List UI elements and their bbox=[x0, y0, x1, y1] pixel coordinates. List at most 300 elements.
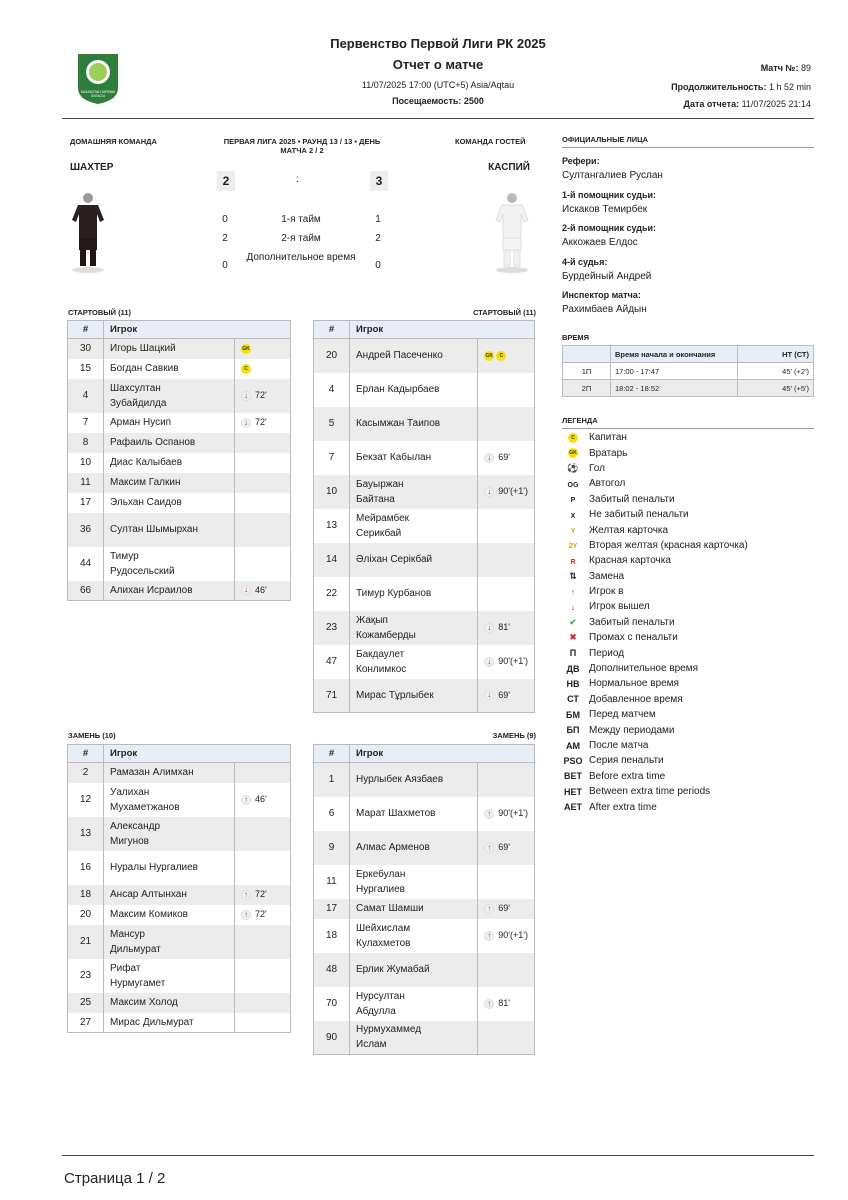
player-events bbox=[478, 339, 535, 373]
legend-abbr: ДВ bbox=[566, 663, 580, 674]
legend-item bbox=[562, 692, 814, 707]
legend-text: Вратарь bbox=[589, 447, 628, 459]
player-events bbox=[235, 473, 291, 493]
page-number: Страница 1 / 2 bbox=[64, 1170, 166, 1187]
player-events bbox=[478, 831, 535, 865]
player-name: Рамазан Алимхан bbox=[110, 767, 194, 779]
table-row bbox=[68, 851, 291, 885]
player-events bbox=[478, 1021, 535, 1055]
player-number: 18 bbox=[314, 919, 350, 953]
report-date: Дата отчета: 11/07/2025 21:14 bbox=[683, 99, 811, 109]
player-name: Марат Шахметов bbox=[356, 808, 436, 819]
player-name: Мейрамбек Серикбай bbox=[356, 512, 410, 539]
col-player: Игрок bbox=[104, 321, 291, 339]
player-number: 44 bbox=[68, 547, 104, 581]
player-name-cell bbox=[104, 993, 235, 1013]
player-out-icon: ↓ bbox=[484, 657, 494, 667]
player-name-cell bbox=[350, 1021, 478, 1055]
away-starting-table bbox=[313, 320, 535, 713]
time-col-ht: НТ (СТ) bbox=[738, 346, 814, 363]
player-number: 22 bbox=[314, 577, 350, 611]
legend-text: Забитый пенальти bbox=[589, 493, 675, 505]
legend-text: Гол bbox=[589, 462, 605, 474]
table-header bbox=[314, 745, 535, 763]
table-header bbox=[314, 321, 535, 339]
legend-item bbox=[562, 784, 814, 799]
penalty-missed-icon: X bbox=[570, 512, 576, 520]
legend-item bbox=[562, 476, 814, 491]
player-name-cell bbox=[104, 493, 235, 513]
player-events bbox=[235, 547, 291, 581]
player-number: 12 bbox=[68, 783, 104, 817]
player-number: 10 bbox=[314, 475, 350, 509]
col-number: # bbox=[314, 745, 350, 763]
substitution-minute: 69' bbox=[498, 689, 511, 700]
player-in-icon: ↑ bbox=[241, 910, 251, 920]
legend-text: Between extra time periods bbox=[589, 786, 711, 798]
legend-item bbox=[562, 722, 814, 737]
player-number: 7 bbox=[314, 441, 350, 475]
player-name-cell bbox=[350, 953, 478, 987]
player-events bbox=[235, 885, 291, 905]
player-name: Нуралы Нургалиев bbox=[110, 862, 198, 873]
table-row bbox=[68, 513, 291, 547]
player-name-cell bbox=[104, 379, 235, 413]
player-name-cell bbox=[104, 581, 235, 601]
col-player: Игрок bbox=[104, 745, 291, 763]
player-name: Касымжан Таипов bbox=[356, 418, 441, 429]
player-events bbox=[478, 475, 535, 509]
table-row bbox=[68, 473, 291, 493]
table-row bbox=[68, 905, 291, 925]
player-name-cell bbox=[104, 359, 235, 379]
player-name-cell bbox=[350, 831, 478, 865]
table-row bbox=[68, 413, 291, 433]
table-row bbox=[68, 581, 291, 601]
away-starting-table-wrap bbox=[313, 320, 535, 713]
officials-list bbox=[562, 154, 814, 322]
own-goal-icon: OG bbox=[567, 481, 579, 489]
player-events bbox=[478, 509, 535, 543]
round-info: ПЕРВАЯ ЛИГА 2025 • РАУНД 13 / 13 • ДЕНЬ МАТЧА 2 / 2 bbox=[223, 137, 381, 155]
player-name: Эльхан Саидов bbox=[110, 497, 182, 508]
legend-text: Добавленное время bbox=[589, 693, 683, 705]
player-number: 13 bbox=[68, 817, 104, 851]
table-row bbox=[68, 783, 291, 817]
player-number: 4 bbox=[314, 373, 350, 407]
official-name: Искаков Темирбек bbox=[562, 203, 648, 215]
player-events bbox=[235, 993, 291, 1013]
player-number: 30 bbox=[68, 339, 104, 359]
goal-icon: ⚽ bbox=[567, 462, 579, 473]
legend-text: Вторая желтая (красная карточка) bbox=[589, 539, 748, 551]
player-name: Рафаиль Оспанов bbox=[110, 437, 196, 448]
table-row bbox=[68, 339, 291, 359]
legend-text: Между периодами bbox=[589, 724, 675, 736]
period-2-home: 2 bbox=[222, 233, 228, 244]
player-name-cell bbox=[350, 611, 478, 645]
legend-text: Период bbox=[589, 647, 625, 659]
player-events bbox=[235, 493, 291, 513]
substitution-minute: 72' bbox=[255, 889, 267, 899]
legend-list bbox=[562, 430, 814, 815]
player-number: 2 bbox=[68, 763, 104, 783]
player-name: Максим Холод bbox=[110, 997, 178, 1008]
legend-abbr: АМ bbox=[566, 740, 580, 751]
player-number: 5 bbox=[314, 407, 350, 441]
substitution-minute: 90'(+1') bbox=[498, 486, 528, 496]
legend-text: Дополнительное время bbox=[589, 663, 699, 675]
legend-text: Капитан bbox=[589, 432, 627, 444]
player-name: Султан Шымырхан bbox=[110, 524, 199, 535]
legend-text: Промах с пенальти bbox=[589, 632, 678, 644]
player-name: Диас Калыбаев bbox=[110, 457, 183, 468]
player-name: Бекзат Кабылан bbox=[356, 452, 432, 463]
legend-item bbox=[562, 538, 814, 553]
officials-title: ОФИЦИАЛЬНЫЕ ЛИЦА bbox=[562, 135, 649, 144]
legend-item bbox=[562, 569, 814, 584]
player-name: Тимур Рудосельский bbox=[110, 550, 175, 577]
table-row bbox=[314, 475, 535, 509]
home-starting-table bbox=[67, 320, 291, 601]
home-subs-table-wrap bbox=[67, 744, 291, 1033]
player-events bbox=[478, 919, 535, 953]
table-row bbox=[314, 865, 535, 899]
player-name-cell bbox=[104, 473, 235, 493]
player-name: Тимур Курбанов bbox=[356, 588, 432, 599]
player-number: 6 bbox=[314, 797, 350, 831]
official-entry bbox=[562, 221, 814, 255]
player-name: Самат Шамши bbox=[356, 903, 424, 914]
table-row bbox=[314, 919, 535, 953]
official-name: Султангалиев Руслан bbox=[562, 170, 663, 181]
player-number: 36 bbox=[68, 513, 104, 547]
player-events bbox=[478, 865, 535, 899]
table-row bbox=[68, 959, 291, 993]
substitution-minute: 69' bbox=[498, 903, 511, 913]
player-number: 18 bbox=[68, 885, 104, 905]
match-number: Матч №: 89 bbox=[760, 63, 811, 73]
player-name-cell bbox=[350, 407, 478, 441]
away-starting-label: СТАРТОВЫЙ (11) bbox=[472, 308, 536, 317]
table-row bbox=[314, 797, 535, 831]
player-number: 48 bbox=[314, 953, 350, 987]
period-2-label: 2-я тайм bbox=[281, 233, 321, 244]
player-number: 4 bbox=[68, 379, 104, 413]
footer-divider bbox=[62, 1155, 814, 1156]
legend-item bbox=[562, 522, 814, 537]
player-events bbox=[235, 925, 291, 959]
legend-divider bbox=[562, 428, 814, 429]
legend-text: Не забитый пенальти bbox=[589, 509, 689, 521]
player-events bbox=[478, 441, 535, 475]
player-number: 23 bbox=[314, 611, 350, 645]
home-subs-label: ЗАМЕНЬ (10) bbox=[68, 731, 116, 740]
player-events bbox=[478, 645, 535, 679]
player-name: Максим Галкин bbox=[110, 477, 181, 488]
player-out-icon: ↓ bbox=[484, 623, 494, 633]
player-name: Максим Комиков bbox=[110, 909, 188, 920]
player-name: Александр Мигунов bbox=[110, 820, 161, 847]
period-3-away: 0 bbox=[375, 260, 381, 271]
substitution-minute: 72' bbox=[255, 390, 267, 400]
legend-abbr: П bbox=[569, 648, 577, 659]
time-row-1-ht: 45' (+2') bbox=[738, 363, 814, 380]
time-row-1-range: 17:00 - 17:47 bbox=[611, 363, 738, 380]
goalkeeper-icon: GK bbox=[569, 450, 577, 457]
time-table-wrap bbox=[562, 345, 814, 397]
player-out-icon: ↓ bbox=[241, 418, 251, 428]
player-number: 66 bbox=[68, 581, 104, 601]
legend-item bbox=[562, 599, 814, 614]
away-subs-table-wrap bbox=[313, 744, 535, 1055]
player-name-cell bbox=[350, 373, 478, 407]
player-name-cell bbox=[350, 543, 478, 577]
score-separator: : bbox=[296, 174, 299, 185]
substitution-minute: 81' bbox=[498, 622, 511, 632]
legend-item bbox=[562, 584, 814, 599]
legend-text: Автогол bbox=[589, 478, 626, 490]
legend-item bbox=[562, 707, 814, 722]
legend-text: Before extra time bbox=[589, 770, 666, 782]
header-divider bbox=[62, 118, 814, 119]
table-row bbox=[68, 1013, 291, 1033]
player-events bbox=[235, 959, 291, 993]
col-player: Игрок bbox=[350, 745, 535, 763]
player-name: Уалихан Мухаметжанов bbox=[110, 786, 180, 813]
player-number: 13 bbox=[314, 509, 350, 543]
player-number: 8 bbox=[68, 433, 104, 453]
player-events bbox=[235, 453, 291, 473]
player-name: Мирас Тұрлыбек bbox=[356, 689, 434, 701]
player-name: Ансар Алтынхан bbox=[110, 889, 187, 900]
player-in-icon: ↑ bbox=[484, 999, 494, 1009]
player-events bbox=[235, 581, 291, 601]
away-subs-table bbox=[313, 744, 535, 1055]
table-row bbox=[314, 441, 535, 475]
player-number: 70 bbox=[314, 987, 350, 1021]
legend-item bbox=[562, 615, 814, 630]
competition-title: Первенство Первой Лиги РК 2025 bbox=[330, 36, 546, 51]
table-header bbox=[68, 321, 291, 339]
period-1-home: 0 bbox=[222, 214, 228, 225]
official-role: 4-й судья: bbox=[562, 256, 608, 267]
player-name: Рифат Нурмугамет bbox=[110, 962, 166, 989]
player-events bbox=[235, 433, 291, 453]
player-events bbox=[478, 577, 535, 611]
table-row bbox=[68, 493, 291, 513]
time-row-2-ht: 45' (+5') bbox=[738, 380, 814, 397]
substitution-minute: 69' bbox=[498, 842, 511, 852]
player-name-cell bbox=[350, 987, 478, 1021]
home-starting-table-wrap bbox=[67, 320, 291, 601]
player-events bbox=[235, 359, 291, 379]
logo-text: КАЗАКСТАН БІРІНШІ ЛИГАСЫ bbox=[80, 90, 116, 98]
player-events bbox=[478, 407, 535, 441]
player-name-cell bbox=[350, 919, 478, 953]
table-row bbox=[314, 899, 535, 919]
legend-item bbox=[562, 553, 814, 568]
player-in-icon: ↑ bbox=[241, 890, 251, 900]
time-row-1-period: 1П bbox=[563, 363, 611, 380]
player-in-icon: ↑ bbox=[484, 843, 494, 853]
legend-item bbox=[562, 676, 814, 691]
legend-abbr: СТ bbox=[567, 694, 579, 705]
player-events bbox=[478, 797, 535, 831]
legend-abbr: БМ bbox=[566, 709, 580, 720]
col-number: # bbox=[68, 321, 104, 339]
period-3-label: Дополнительное время bbox=[246, 252, 356, 263]
official-name: Аккожаев Елдос bbox=[562, 237, 638, 248]
player-events bbox=[478, 899, 535, 919]
player-name-cell bbox=[350, 679, 478, 713]
away-team-label: КОМАНДА ГОСТЕЙ bbox=[455, 137, 526, 146]
goalkeeper-badge-icon: GK bbox=[242, 345, 250, 352]
legend-item bbox=[562, 630, 814, 645]
player-number: 1 bbox=[314, 763, 350, 797]
away-kit bbox=[494, 190, 530, 279]
official-entry bbox=[562, 188, 814, 222]
player-name: Игорь Шацкий bbox=[110, 343, 176, 355]
table-row bbox=[314, 1021, 535, 1055]
legend-abbr: HET bbox=[564, 786, 582, 797]
player-name-cell bbox=[104, 513, 235, 547]
player-events bbox=[235, 817, 291, 851]
player-name-cell bbox=[104, 925, 235, 959]
home-kit bbox=[70, 190, 106, 279]
penalty-check-icon: ✔ bbox=[569, 616, 577, 627]
table-row bbox=[314, 831, 535, 865]
player-name-cell bbox=[104, 959, 235, 993]
player-name: Бакдаулет Конлимкос bbox=[356, 648, 407, 675]
col-number: # bbox=[68, 745, 104, 763]
player-number: 47 bbox=[314, 645, 350, 679]
table-row bbox=[314, 953, 535, 987]
legend-item bbox=[562, 445, 814, 460]
player-number: 23 bbox=[68, 959, 104, 993]
match-duration: Продолжительность: 1 h 52 min bbox=[671, 82, 811, 92]
table-row bbox=[314, 611, 535, 645]
official-role: 2-й помощник судьи: bbox=[562, 223, 657, 233]
legend-text: После матча bbox=[589, 740, 649, 751]
player-events bbox=[235, 339, 291, 359]
home-team-name: ШАХТЕР bbox=[70, 162, 114, 173]
substitution-minute: 46' bbox=[255, 794, 267, 804]
legend-abbr: БП bbox=[566, 725, 580, 736]
player-name: Мансур Дильмурат bbox=[110, 928, 161, 955]
official-entry bbox=[562, 288, 814, 322]
player-number: 9 bbox=[314, 831, 350, 865]
player-number: 11 bbox=[314, 865, 350, 899]
legend-item bbox=[562, 507, 814, 522]
time-col-period bbox=[563, 346, 611, 363]
legend-text: Игрок вышел bbox=[589, 601, 650, 613]
player-out-icon: ↓ bbox=[241, 585, 251, 595]
red-card-icon: R bbox=[570, 558, 576, 566]
report-title: Отчет о матче bbox=[392, 57, 484, 72]
player-name: Андрей Пасеченко bbox=[356, 350, 443, 362]
period-1-label: 1-я тайм bbox=[281, 214, 321, 225]
table-row bbox=[68, 433, 291, 453]
table-row bbox=[68, 379, 291, 413]
second-yellow-icon: 2Y bbox=[568, 543, 578, 551]
player-name: Жақып Кожамберды bbox=[356, 614, 416, 641]
table-row bbox=[68, 453, 291, 473]
captain-badge-icon: C bbox=[241, 364, 251, 374]
player-in-icon: ↑ bbox=[484, 809, 494, 819]
player-events bbox=[478, 373, 535, 407]
attendance: Посещаемость: 2500 bbox=[392, 96, 484, 106]
substitution-minute: 90'(+1') bbox=[498, 808, 528, 818]
player-number: 90 bbox=[314, 1021, 350, 1055]
player-number: 10 bbox=[68, 453, 104, 473]
legend-item bbox=[562, 753, 814, 768]
legend-text: After extra time bbox=[589, 801, 657, 813]
away-subs-label: ЗАМЕНЬ (9) bbox=[492, 731, 536, 740]
substitution-minute: 46' bbox=[255, 584, 267, 595]
player-name: Богдан Савкив bbox=[110, 363, 179, 374]
player-name: Арман Нусип bbox=[110, 417, 172, 428]
player-events bbox=[235, 379, 291, 413]
player-events bbox=[478, 763, 535, 797]
goalkeeper-badge-icon: GK bbox=[485, 352, 494, 359]
player-name: Нурсултан Абдулла bbox=[356, 990, 405, 1017]
player-number: 15 bbox=[68, 359, 104, 379]
substitution-minute: 72' bbox=[255, 417, 267, 427]
player-name-cell bbox=[350, 797, 478, 831]
table-row bbox=[314, 543, 535, 577]
player-name: Әліхан Серікбай bbox=[356, 554, 433, 565]
player-in-icon: ↑ bbox=[484, 904, 494, 914]
player-events bbox=[235, 905, 291, 925]
substitution-minute: 90'(+1') bbox=[498, 656, 528, 666]
player-number: 17 bbox=[68, 493, 104, 513]
home-starting-label: СТАРТОВЫЙ (11) bbox=[68, 308, 132, 317]
player-number: 21 bbox=[68, 925, 104, 959]
substitution-minute: 81' bbox=[498, 998, 511, 1008]
player-name-cell bbox=[350, 441, 478, 475]
table-row bbox=[68, 763, 291, 783]
legend-item bbox=[562, 430, 814, 445]
player-number: 25 bbox=[68, 993, 104, 1013]
player-name: Ерлик Жумабай bbox=[356, 964, 430, 975]
player-name-cell bbox=[104, 1013, 235, 1033]
time-row-2-period: 2П bbox=[563, 380, 611, 397]
time-table bbox=[562, 345, 814, 397]
player-name: Ерлан Кадырбаев bbox=[356, 384, 440, 395]
time-title: ВРЕМЯ bbox=[562, 333, 590, 342]
legend-text: Перед матчем bbox=[589, 709, 656, 721]
home-score: 2 bbox=[217, 171, 235, 191]
legend-title: ЛЕГЕНДА bbox=[562, 416, 598, 425]
table-row bbox=[68, 885, 291, 905]
legend-text: Нормальное время bbox=[589, 678, 679, 690]
player-events bbox=[235, 413, 291, 433]
captain-badge-icon: C bbox=[496, 351, 506, 361]
player-name-cell bbox=[350, 645, 478, 679]
player-name: Нурмухаммед Ислам bbox=[356, 1024, 422, 1051]
player-name-cell bbox=[104, 339, 235, 359]
legend-text: Игрок в bbox=[589, 586, 624, 598]
home-team-label: ДОМАШНЯЯ КОМАНДА bbox=[70, 137, 157, 146]
player-number: 27 bbox=[68, 1013, 104, 1033]
player-name-cell bbox=[104, 433, 235, 453]
table-row bbox=[314, 373, 535, 407]
substitution-minute: 72' bbox=[255, 909, 267, 919]
player-name-cell bbox=[104, 453, 235, 473]
player-in-icon: ↑ bbox=[484, 931, 494, 941]
yellow-card-icon: Y bbox=[570, 528, 576, 536]
